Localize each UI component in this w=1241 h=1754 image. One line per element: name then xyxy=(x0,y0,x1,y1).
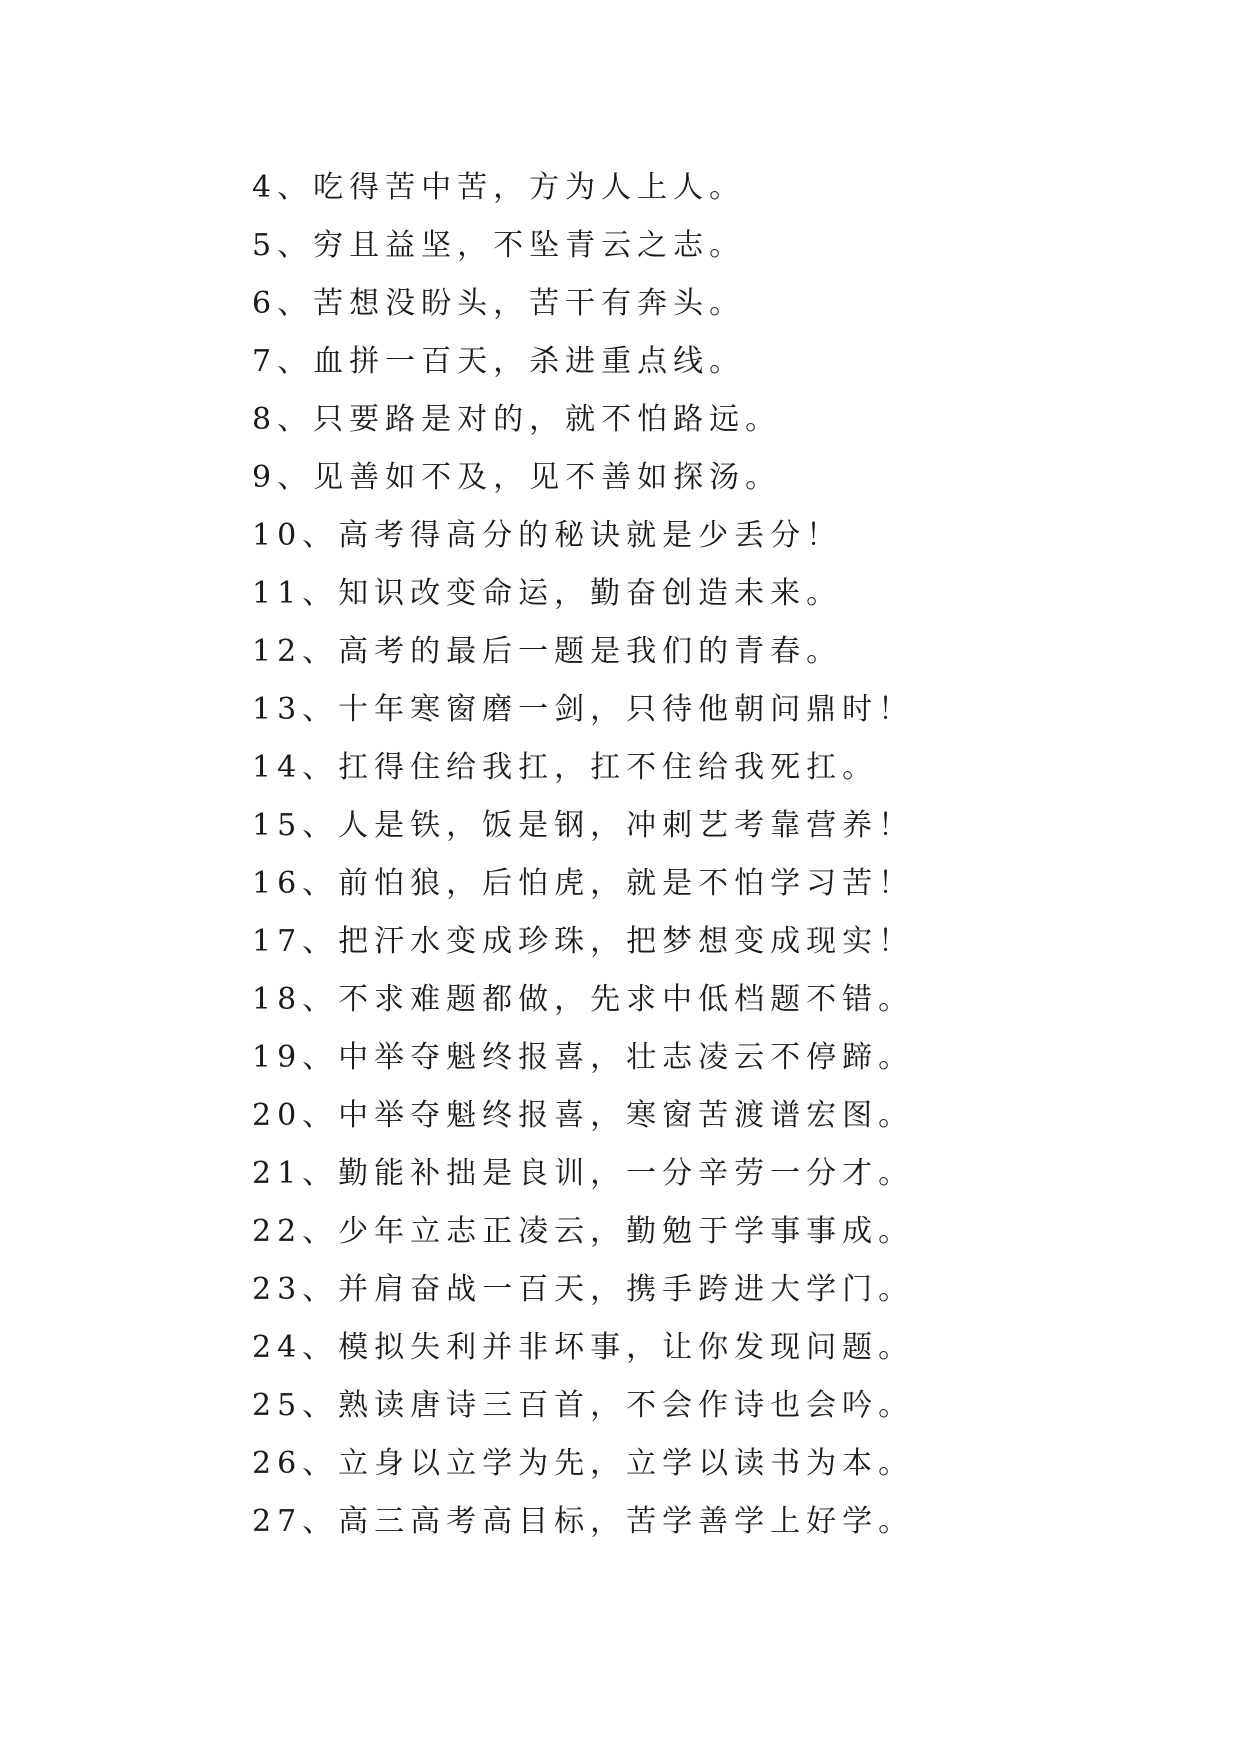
list-item: 24、模拟失利并非坏事，让你发现问题。 xyxy=(252,1330,915,1365)
list-item: 22、少年立志正凌云，勤勉于学事事成。 xyxy=(252,1214,915,1249)
list-item: 13、十年寒窗磨一剑，只待他朝问鼎时！ xyxy=(252,692,915,727)
slogan-list xyxy=(252,159,1152,1551)
list-item: 6、苦想没盼头，苦干有奔头。 xyxy=(252,286,746,321)
list-item: 17、把汗水变成珍珠，把梦想变成现实！ xyxy=(252,924,915,959)
list-item: 12、高考的最后一题是我们的青春。 xyxy=(252,634,843,669)
list-item: 8、只要路是对的，就不怕路远。 xyxy=(252,402,782,437)
list-item: 16、前怕狼，后怕虎，就是不怕学习苦！ xyxy=(252,866,915,901)
list-item: 18、不求难题都做，先求中低档题不错。 xyxy=(252,982,915,1017)
list-item: 25、熟读唐诗三百首，不会作诗也会吟。 xyxy=(252,1388,915,1423)
list-item: 9、见善如不及，见不善如探汤。 xyxy=(252,460,782,495)
list-item: 20、中举夺魁终报喜，寒窗苦渡谱宏图。 xyxy=(252,1098,915,1133)
list-item: 4、吃得苦中苦，方为人上人。 xyxy=(252,170,746,205)
list-item: 19、中举夺魁终报喜，壮志凌云不停蹄。 xyxy=(252,1040,915,1075)
list-item: 27、高三高考高目标，苦学善学上好学。 xyxy=(252,1504,915,1539)
list-item: 14、扛得住给我扛，扛不住给我死扛。 xyxy=(252,750,879,785)
list-item: 5、穷且益坚，不坠青云之志。 xyxy=(252,228,746,263)
list-item: 10、高考得高分的秘诀就是少丢分！ xyxy=(252,518,843,553)
list-item: 26、立身以立学为先，立学以读书为本。 xyxy=(252,1446,915,1481)
list-item: 23、并肩奋战一百天，携手跨进大学门。 xyxy=(252,1272,915,1307)
list-item: 15、人是铁，饭是钢，冲刺艺考靠营养！ xyxy=(252,808,915,843)
list-item: 11、知识改变命运，勤奋创造未来。 xyxy=(252,576,843,611)
list-item: 21、勤能补拙是良训，一分辛劳一分才。 xyxy=(252,1156,915,1191)
list-item: 7、血拼一百天，杀进重点线。 xyxy=(252,344,746,379)
